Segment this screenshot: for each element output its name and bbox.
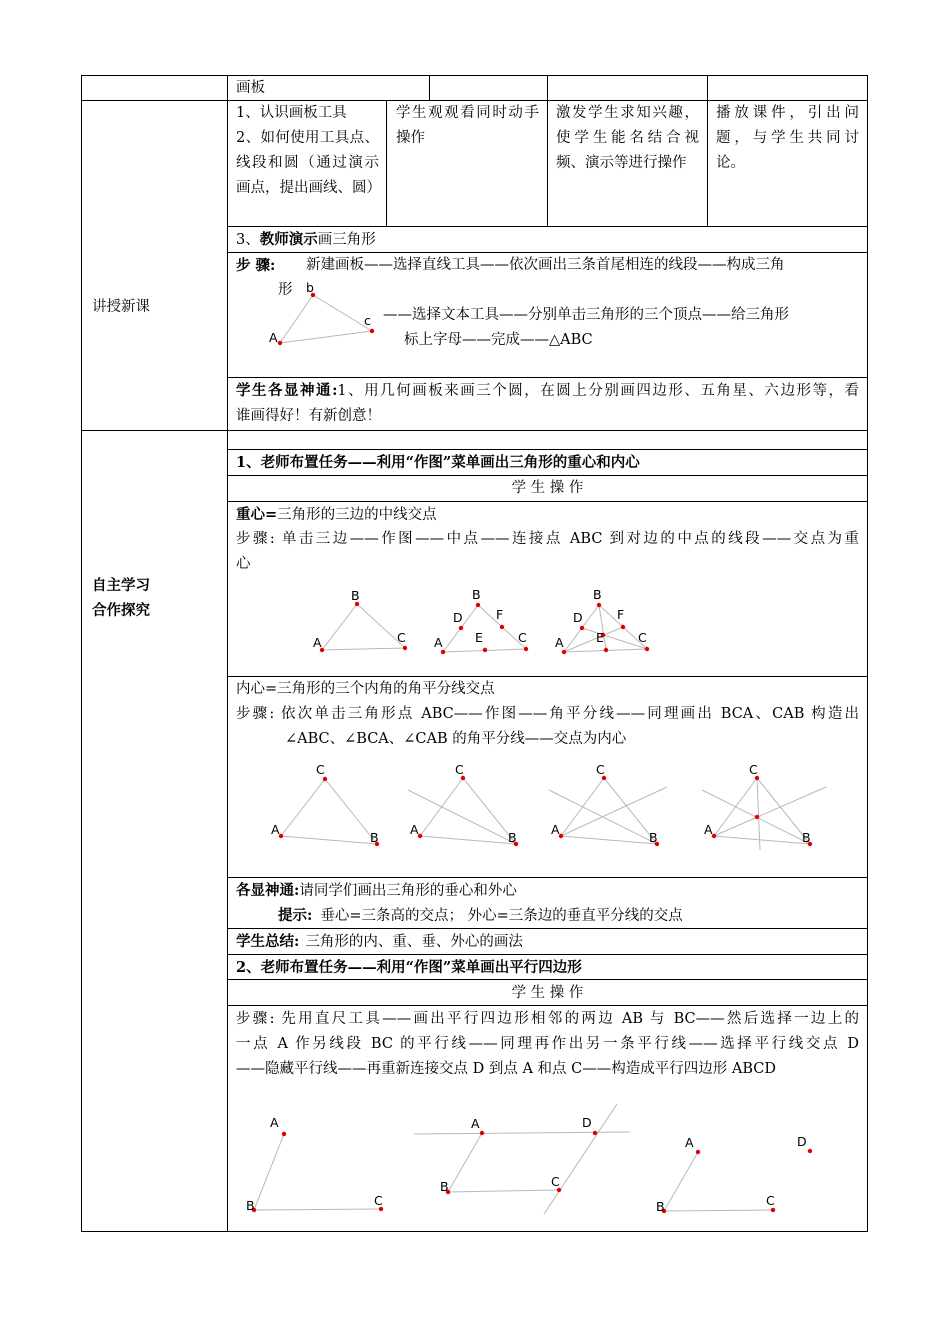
show-text-1: 1、用几何画板来画三个圆，在圆上分别画四边形、五角星、六边形等，看 [337, 383, 859, 399]
figure-point-label: C [374, 1193, 383, 1208]
figure-segment [544, 1104, 617, 1214]
figure-point-label: B [649, 830, 658, 845]
task1-title: 1、老师布置任务——利用“作图”菜单画出三角形的重心和内心 [236, 454, 640, 471]
centroid-def-bold: 重心= [236, 506, 278, 523]
figure-point-label: C [596, 762, 605, 777]
teacher-activity: 播放课件，引出问题，与学生共同讨论。 [716, 105, 859, 171]
design-intent: 激发学生求知兴趣，使学生能名结合视频、演示等进行操作 [556, 105, 699, 171]
figure-point-label: A [271, 822, 280, 837]
figure-point-label: A [313, 635, 322, 650]
centroid-steps-2: 心 [236, 556, 251, 572]
figure-point-label: A [410, 822, 419, 837]
figure-point-label: C [397, 630, 406, 645]
figure-point-label: D [582, 1115, 592, 1130]
figure-point-label: C [551, 1174, 560, 1189]
figure-point-label: D [797, 1134, 807, 1149]
figure-point [593, 1131, 597, 1135]
para-steps-3: ——隐藏平行线——再重新连接交点 D 到点 A 和点 C——构造成平行四边形 ABCD [236, 1061, 776, 1077]
section-label-explore-1: 自主学习 [92, 577, 150, 594]
figure-point [696, 1150, 700, 1154]
figure-point-label: C [766, 1193, 775, 1208]
figure-point [771, 1208, 775, 1212]
figure-point-label: C [518, 630, 527, 645]
label-c: c [364, 313, 371, 328]
figure-point-label: C [455, 762, 464, 777]
figure-segment [664, 1210, 773, 1211]
figure-point [480, 1131, 484, 1135]
figure-segment [254, 1209, 381, 1210]
figure-point-label: A [704, 822, 713, 837]
row-top-cell: 画板 [236, 80, 265, 96]
figure-point-label: A [270, 1115, 279, 1130]
figure-point-label: B [656, 1199, 665, 1214]
student-op-1: 学 生 操 作 [511, 480, 584, 496]
figure-point-label: B [593, 587, 602, 602]
figure-point-label: B [472, 587, 481, 602]
student-activity: 学生观观看同时动手操作 [396, 105, 539, 146]
figure-point-label: C [749, 762, 758, 777]
figure-segment [448, 1133, 482, 1192]
centroid-def-rest: 三角形的三边的中线交点 [277, 507, 437, 523]
challenge-label: 各显神通: [236, 882, 300, 899]
figure-point [808, 1149, 812, 1153]
section-label-explore-2: 合作探究 [92, 602, 150, 619]
show-text-2: 谁画得好！有新创意！ [236, 408, 381, 424]
para-steps-1: 步骤: 先用直尺工具——画出平行四边形相邻的两边 AB 与 BC——然后选择一边上的 [236, 1011, 859, 1027]
figure-point-label: B [370, 830, 379, 845]
centroid-steps-1: 步骤: 单击三边——作图——中点——连接点 ABC 到对边的中点的线段——交点为重 [236, 531, 859, 547]
incenter-def: 内心=三角形的三个内角的角平分线交点 [236, 681, 495, 697]
task2-title: 2、老师布置任务——利用“作图”菜单画出平行四边形 [236, 959, 582, 976]
steps-label: 步 骤: [236, 257, 276, 274]
figure-segment [448, 1190, 559, 1192]
incenter-steps-1: 步骤: 依次单击三角形点 ABC——作图——角平分线——同理画出 BCA、CAB 构造出 [236, 706, 859, 722]
figure-point-label: D [573, 610, 583, 625]
steps-text-1: 新建画板——选择直线工具——依次画出三条首尾相连的线段——构成三角 [306, 257, 785, 273]
para-steps-2: 一点 A 作另线段 BC 的平行线——同理再作出另一条平行线——选择平行线交点 D [236, 1036, 859, 1052]
label-a: A [269, 330, 278, 345]
figure-point-label: A [471, 1116, 480, 1131]
figure-point-label: E [475, 630, 483, 645]
figure-segment [254, 1134, 284, 1210]
figure-point-label: B [246, 1198, 255, 1213]
demo-bold: 教师演示 [259, 231, 318, 248]
challenge-text: 请同学们画出三角形的垂心和外心 [299, 883, 517, 899]
hint-label: 提示: [278, 907, 313, 924]
figure-point-label: E [596, 630, 604, 645]
demo-num: 3、 [236, 232, 260, 248]
figure-point-label: A [685, 1135, 694, 1150]
summary-text: 三角形的内、重、垂、外心的画法 [305, 934, 523, 950]
summary-label: 学生总结: [236, 933, 300, 950]
steps-text-2: 形 [278, 282, 293, 298]
figure-point-label: B [351, 588, 360, 603]
figure-point-label: B [802, 830, 811, 845]
student-op-2: 学 生 操 作 [511, 985, 584, 1001]
figure-point-label: D [453, 610, 463, 625]
figure-point-label: F [496, 607, 504, 622]
content-line-1: 1、认识画板工具 [236, 105, 347, 121]
figure-point-label: B [508, 830, 517, 845]
label-b: b [306, 280, 314, 295]
para-fig-3 [656, 1134, 812, 1214]
figure-point-label: B [440, 1179, 449, 1194]
figure-point-label: F [617, 607, 625, 622]
show-label: 学生各显神通: [236, 382, 338, 399]
steps-text-4: 标上字母——完成——△ABC [404, 332, 593, 348]
figure-point-label: A [434, 635, 443, 650]
figure-point-label: C [316, 762, 325, 777]
content-line-2: 2、如何使用工具点、线段和圆（通过演示画点，提出画线、圆） [236, 130, 381, 196]
demo-rest: 画三角形 [317, 232, 376, 248]
figure-point-label: A [555, 635, 564, 650]
figure-point-label: C [638, 630, 647, 645]
para-fig-1 [246, 1115, 383, 1213]
para-fig-2 [414, 1104, 630, 1214]
incenter-steps-2: ∠ABC、∠BCA、∠CAB 的角平分线——交点为内心 [285, 731, 627, 747]
steps-text-3: ——选择文本工具——分别单击三角形的三个顶点——给三角形 [383, 307, 789, 323]
figure-point-label: A [551, 822, 560, 837]
section-label-lecture: 讲授新课 [92, 299, 150, 315]
figure-segment [664, 1152, 698, 1211]
figure-point [282, 1132, 286, 1136]
hint-text: 垂心=三条高的交点； 外心=三条边的垂直平分线的交点 [320, 908, 683, 924]
